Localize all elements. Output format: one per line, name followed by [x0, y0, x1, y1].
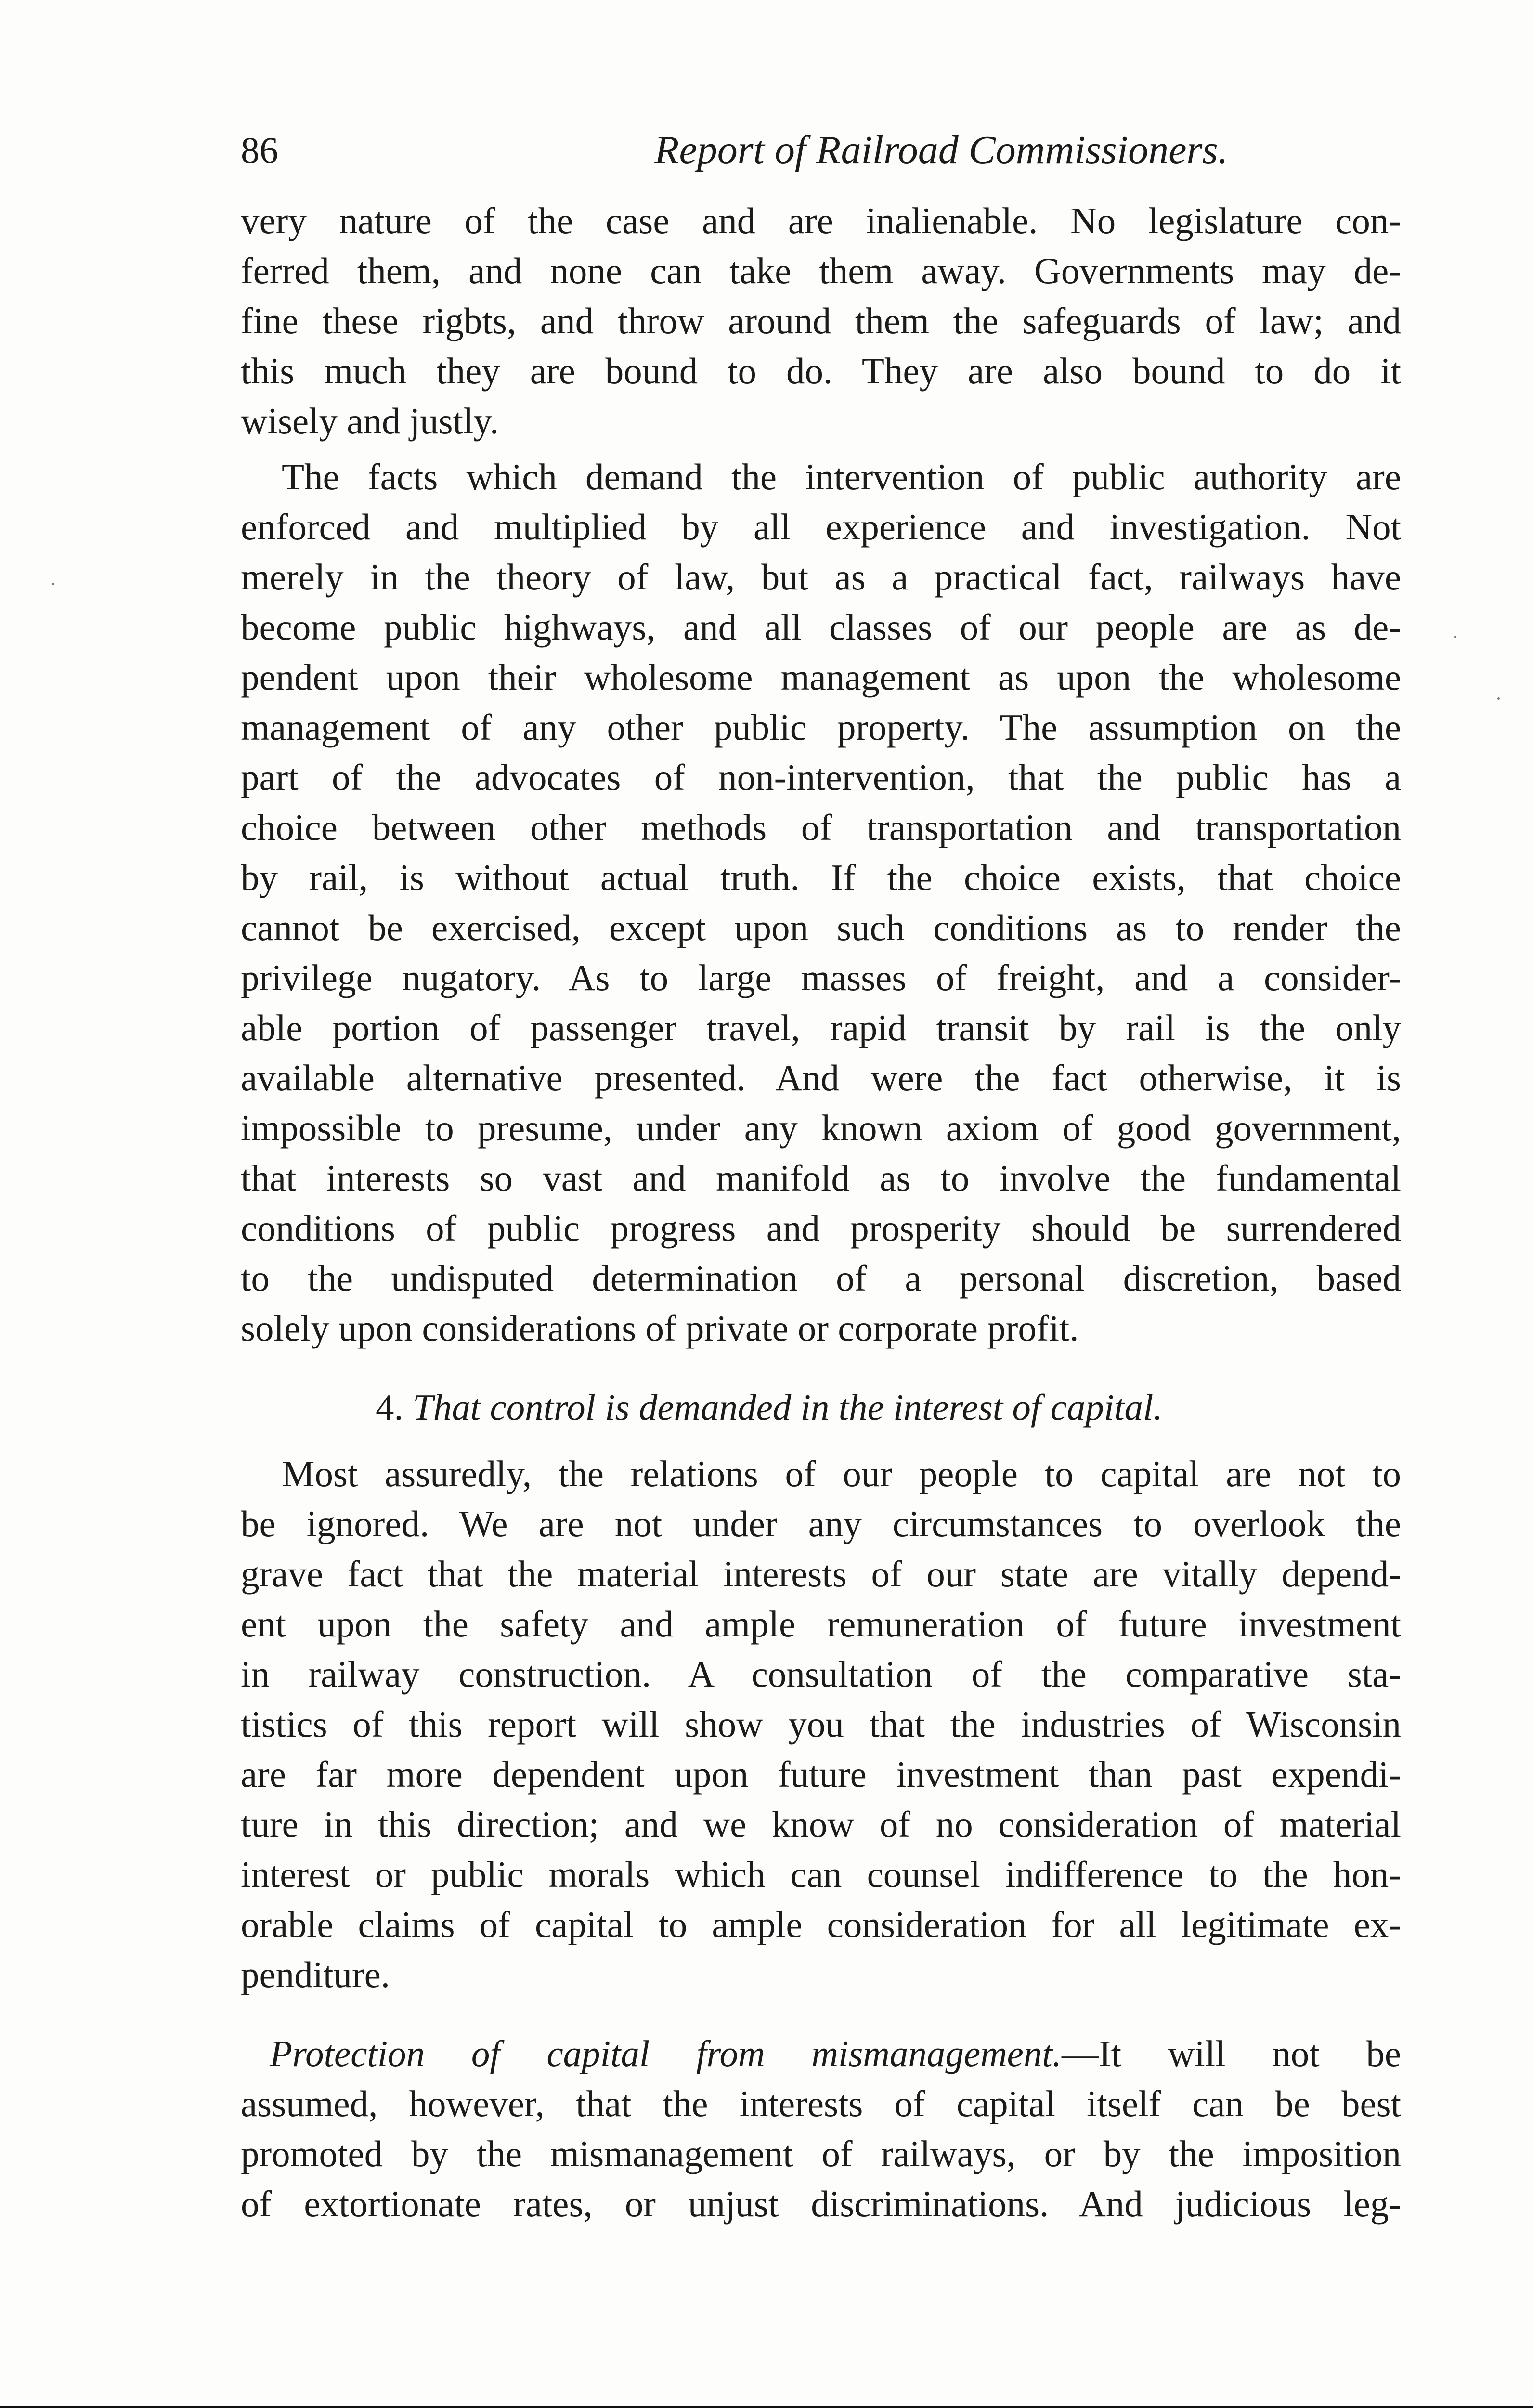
body-line: privilege nugatory. As to large masses of freight, and a consider-	[241, 957, 1401, 998]
body-line: orable claims of capital to ample consideration for all legitimate ex-	[241, 1904, 1401, 1945]
body-line: are far more dependent upon future investment than past expendi-	[241, 1754, 1401, 1795]
page-bottom-edge	[0, 2406, 1533, 2408]
body-line: conditions of public progress and prosperity should be surrendered	[241, 1207, 1401, 1249]
page-number: 86	[241, 129, 278, 171]
body-line: that interests so vast and manifold as to involve the fundamental	[241, 1157, 1401, 1199]
section-heading-text: That control is demanded in the interest of capital.	[413, 1387, 1163, 1428]
body-line: solely upon considerations of private or corporate profit.	[241, 1308, 1079, 1349]
body-line-with-subheading	[270, 2029, 1401, 2078]
body-line: be ignored. We are not under any circumstances to overlook the	[241, 1503, 1401, 1544]
body-line: promoted by the mismanagement of railways, or by the imposition	[241, 2133, 1401, 2174]
body-line: of extortionate rates, or unjust discriminations. And judicious leg-	[241, 2183, 1401, 2225]
body-line: this much they are bound to do. They are also bound to do it	[241, 350, 1401, 392]
body-line: wisely and justly.	[241, 400, 499, 442]
body-line: penditure.	[241, 1954, 390, 1995]
body-line: able portion of passenger travel, rapid transit by rail is the only	[241, 1007, 1401, 1048]
body-line: Most assuredly, the relations of our people to capital are not to	[282, 1453, 1401, 1494]
subsection-heading: Protection of capital from mismanagement.	[270, 2033, 1062, 2074]
scan-speck	[1454, 636, 1456, 638]
section-heading-number: 4.	[376, 1387, 403, 1428]
body-line: The facts which demand the intervention of public authority are	[282, 456, 1401, 497]
body-line: choice between other methods of transportation and transportation	[241, 807, 1401, 848]
body-line: in railway construction. A consultation of the comparative sta-	[241, 1653, 1401, 1695]
body-line: very nature of the case and are inalienable. No legislature con-	[241, 200, 1401, 241]
running-title: Report of Railroad Commissioners.	[654, 128, 1228, 172]
section-heading	[376, 1383, 1163, 1431]
body-line: to the undisputed determination of a personal discretion, based	[241, 1257, 1401, 1299]
body-line: management of any other public property. The assumption on the	[241, 707, 1401, 748]
body-line: fine these rigbts, and throw around them the safeguards of law; and	[241, 300, 1401, 341]
body-line: pendent upon their wholesome management as upon the wholesome	[241, 656, 1401, 698]
body-line: by rail, is without actual truth. If the choice exists, that choice	[241, 857, 1401, 898]
body-line: tistics of this report will show you that the industries of Wisconsin	[241, 1703, 1401, 1745]
body-line: enforced and multiplied by all experience and investigation. Not	[241, 506, 1401, 548]
scan-speck	[52, 583, 54, 585]
body-line: assumed, however, that the interests of capital itself can be best	[241, 2083, 1401, 2124]
body-line: impossible to presume, under any known axiom of good government,	[241, 1107, 1401, 1149]
body-line: interest or public morals which can counsel indifference to the hon-	[241, 1854, 1401, 1895]
body-line: grave fact that the material interests of our state are vitally depend-	[241, 1553, 1401, 1595]
body-line: available alternative presented. And were the fact otherwise, it is	[241, 1057, 1401, 1099]
body-line: ferred them, and none can take them away. Governments may de-	[241, 250, 1401, 291]
body-line: ent upon the safety and ample remuneration of future investment	[241, 1603, 1401, 1645]
body-line: ture in this direction; and we know of no consideration of material	[241, 1804, 1401, 1845]
body-line-tail: —It will not be	[1062, 2033, 1402, 2074]
body-line: merely in the theory of law, but as a practical fact, railways have	[241, 556, 1401, 598]
scan-speck	[1497, 697, 1500, 700]
body-line: part of the advocates of non-intervention, that the public has a	[241, 757, 1401, 798]
body-line: cannot be exercised, except upon such conditions as to render the	[241, 907, 1401, 948]
page-header	[241, 126, 1401, 184]
body-line: become public highways, and all classes of our people are as de-	[241, 606, 1401, 648]
